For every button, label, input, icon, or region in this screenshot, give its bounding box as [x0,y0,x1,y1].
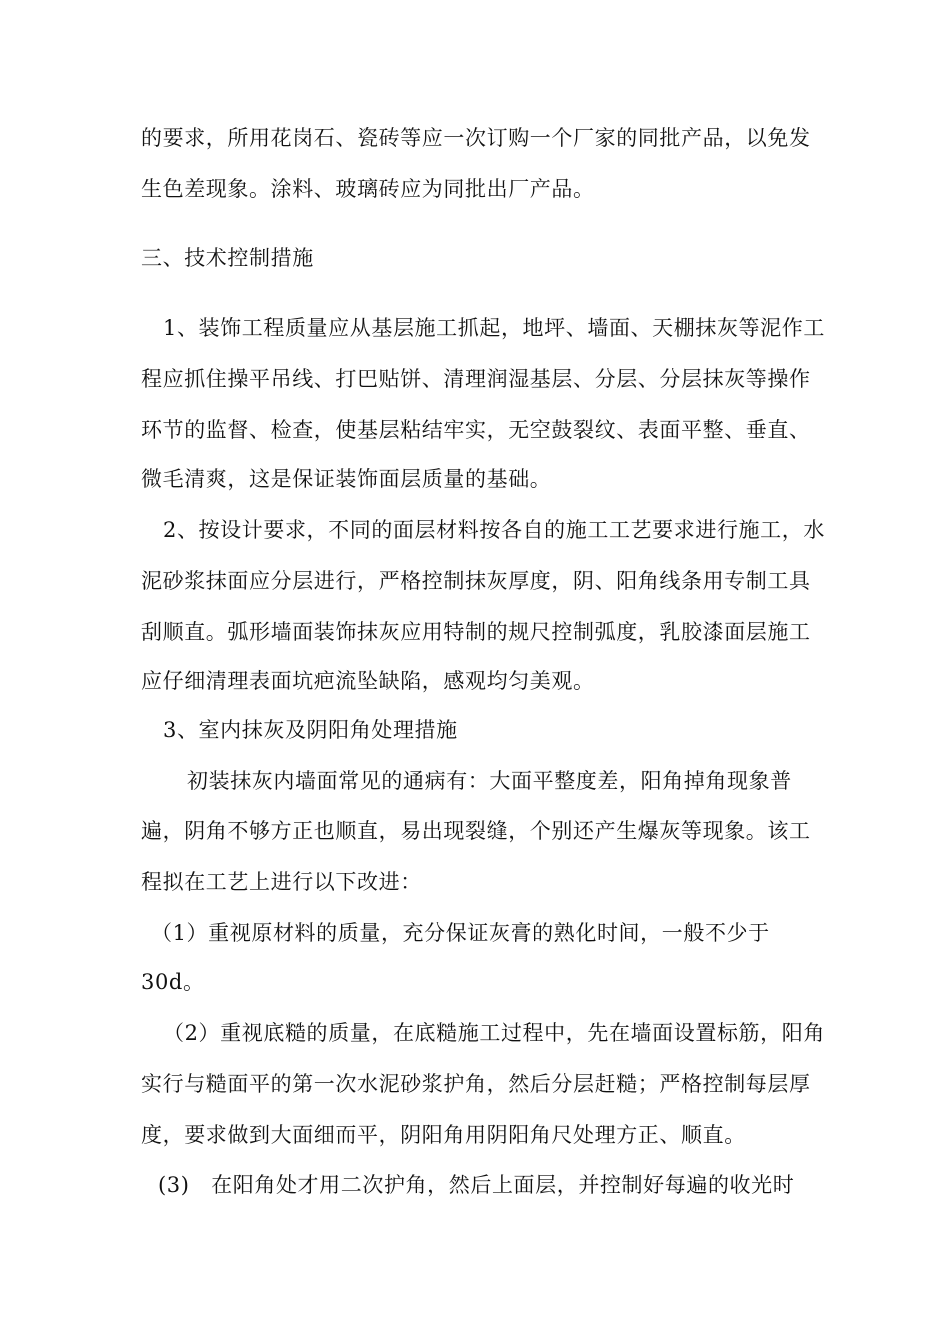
subsection-heading: 3、室内抹灰及阴阳角处理措施 [163,718,458,742]
paragraph-line: 微毛清爽，这是保证装饰面层质量的基础。 [141,467,552,491]
paragraph-line: 泥砂浆抹面应分层进行，严格控制抹灰厚度，阴、阳角线条用专制工具 [141,569,811,593]
paragraph-line: 程应抓住操平吊线、打巴贴饼、清理润湿基层、分层、分层抹灰等操作 [141,367,811,391]
paragraph-line: 1、装饰工程质量应从基层施工抓起，地坪、墙面、天棚抹灰等泥作工 [163,316,825,340]
paragraph-line: 生色差现象。涂料、玻璃砖应为同批出厂产品。 [141,177,595,201]
paragraph-line: 环节的监督、检查，使基层粘结牢实，无空鼓裂纹、表面平整、垂直、 [141,418,811,442]
paragraph-line: 程拟在工艺上进行以下改进： [141,870,422,894]
list-item-line: 30d。 [141,970,205,994]
list-item-line: 实行与糙面平的第一次水泥砂浆护角，然后分层赶糙；严格控制每层厚 [141,1072,811,1096]
list-item-line: (3) 在阳角处才用二次护角，然后上面层，并控制好每遍的收光时 [158,1173,795,1197]
paragraph-line: 应仔细清理表面坑疤流坠缺陷，感观均匀美观。 [141,669,595,693]
list-item-line: 度，要求做到大面细而平，阴阳角用阴阳角尺处理方正、顺直。 [141,1123,746,1147]
paragraph-line: 的要求，所用花岗石、瓷砖等应一次订购一个厂家的同批产品，以免发 [141,126,811,150]
paragraph-line: 初装抹灰内墙面常见的通病有：大面平整度差，阳角掉角现象普 [187,769,792,793]
list-item-line: （1）重视原材料的质量，充分保证灰膏的熟化时间，一般不少于 [151,921,770,945]
paragraph-line: 刮顺直。弧形墙面装饰抹灰应用特制的规尺控制弧度，乳胶漆面层施工 [141,620,811,644]
paragraph-line: 2、按设计要求，不同的面层材料按各自的施工工艺要求进行施工，水 [163,518,825,542]
list-item-line: （2）重视底糙的质量，在底糙施工过程中，先在墙面设置标筋，阳角 [163,1021,825,1045]
paragraph-line: 遍，阴角不够方正也顺直，易出现裂缝，个别还产生爆灰等现象。该工 [141,819,811,843]
section-heading: 三、技术控制措施 [141,246,314,270]
